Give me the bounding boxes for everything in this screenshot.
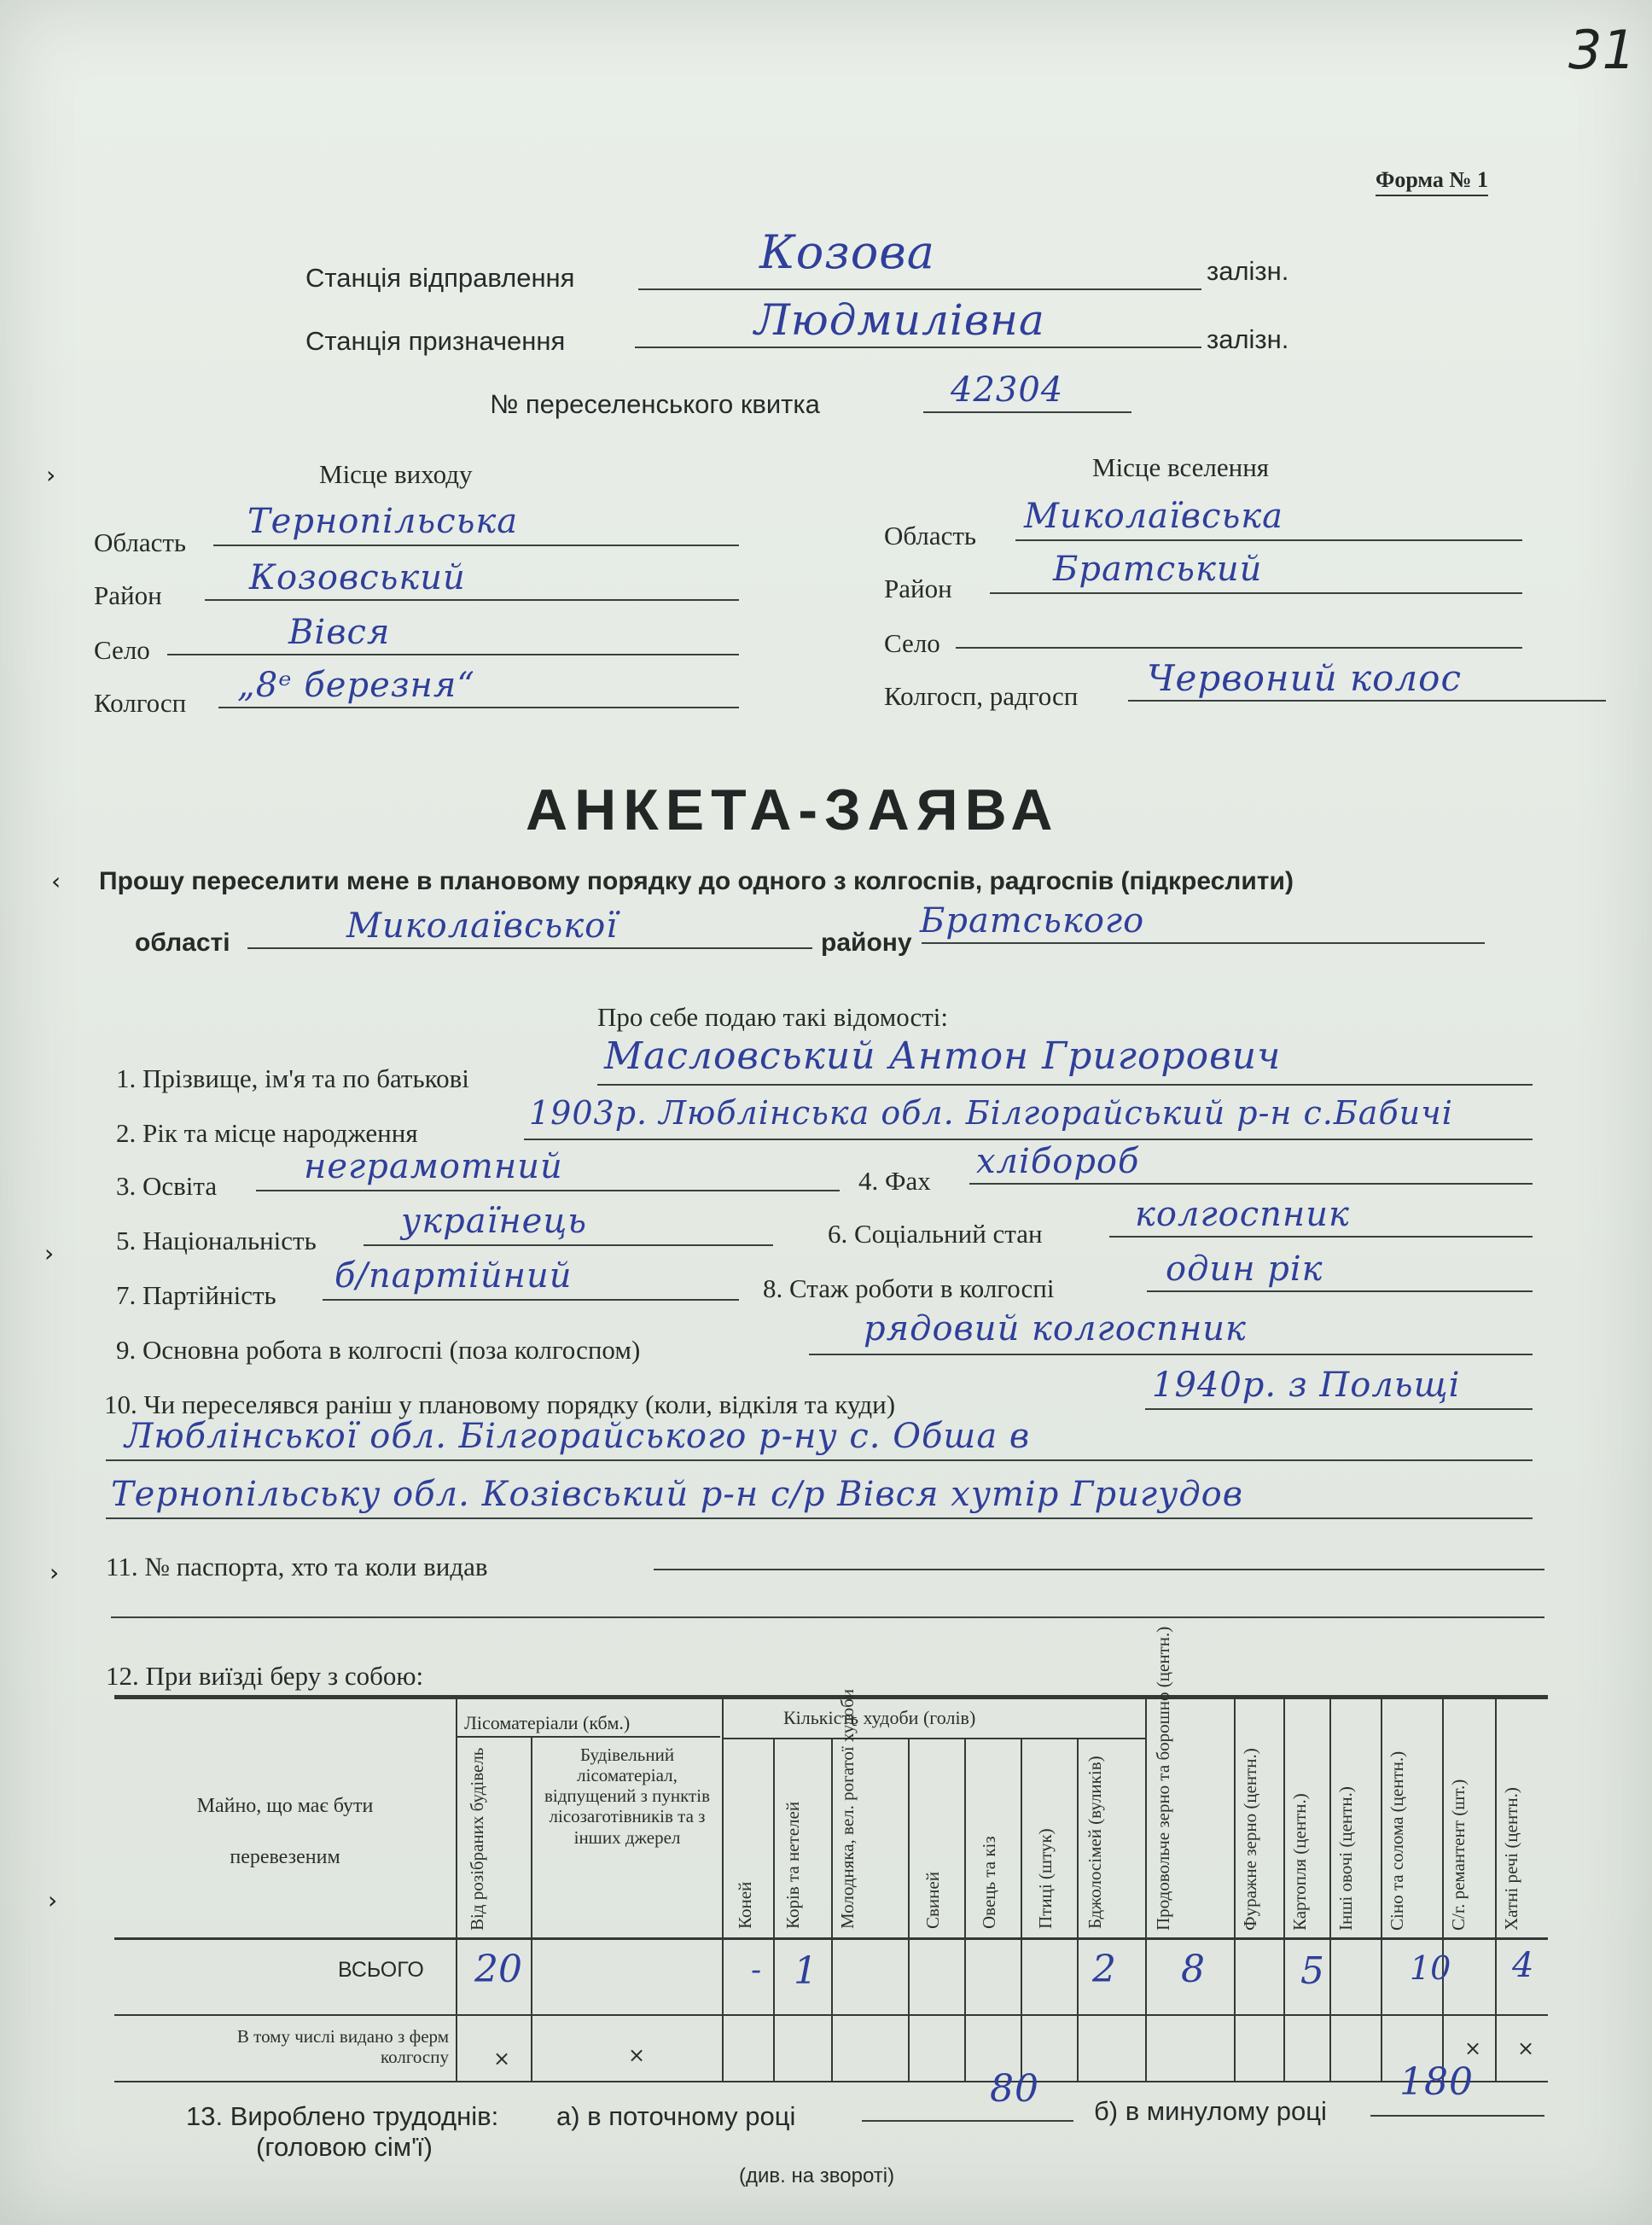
col-food-grain-header: Продовольче зерно та борошно (центн.)	[1153, 1626, 1173, 1931]
dest-kolhosp-value: Червоний колос	[1147, 657, 1462, 699]
field-4-line	[969, 1183, 1533, 1185]
total-dismantled: 20	[474, 1948, 522, 1991]
field-5-label: 5. Національність	[116, 1226, 317, 1255]
col-fodder-grain-header: Фуражне зерно (центн.)	[1240, 1748, 1260, 1931]
dest-oblast-value: Миколаївська	[1024, 497, 1283, 536]
col-young-header: Молодняка, вел. рогатої худоби	[837, 1689, 858, 1929]
origin-kolhosp-value: „8ᵉ березня“	[237, 666, 475, 705]
col-sep-5	[831, 1738, 833, 2081]
binder-mark-2: ‹	[51, 867, 61, 895]
origin-selo-value: Вівся	[288, 613, 391, 652]
x-mark-tools: ×	[1464, 2036, 1482, 2060]
col-vegetables-header: Інші овочі (центн.)	[1335, 1786, 1356, 1931]
field-10-value-3: Тернопільську обл. Козівський р-н с/р Вівся хутір Григудов	[111, 1475, 1244, 1514]
destination-heading: Місце вселення	[1092, 452, 1270, 482]
request-raion-value: Братського	[920, 901, 1145, 941]
col-sep-3	[722, 1698, 724, 2081]
origin-kolhosp-line	[218, 707, 739, 708]
destination-station-label: Станція призначення	[305, 326, 566, 356]
binder-mark-1: ›	[46, 461, 56, 489]
request-raion-label: району	[821, 929, 912, 957]
workdays-current-value: 80	[990, 2067, 1039, 2111]
field-4-label: 4. Фах	[858, 1166, 931, 1196]
origin-oblast-value: Тернопільська	[247, 502, 519, 541]
dest-kolhosp-label: Колгосп, радгосп	[884, 681, 1079, 711]
destination-station-line	[635, 347, 1201, 348]
dest-oblast-line	[1015, 539, 1522, 541]
field-10-line-2	[106, 1459, 1533, 1461]
dest-raion-line	[990, 592, 1522, 594]
field-12-label: 12. При виїзді беру з собою:	[106, 1661, 424, 1691]
dest-oblast-label: Область	[884, 521, 977, 550]
cattle-group-rule	[724, 1738, 1145, 1739]
binder-mark-4: ›	[49, 1558, 60, 1587]
col-sheep-header: Овець та кіз	[979, 1836, 999, 1929]
col-household-header: Хатні речі (центн.)	[1501, 1787, 1521, 1931]
timber-group-rule	[456, 1736, 720, 1738]
workdays-previous-line	[1370, 2115, 1544, 2117]
col-sep-12	[1283, 1698, 1285, 2081]
field-3-label: 3. Освіта	[116, 1171, 218, 1201]
workdays-current-label: а) в поточному році	[556, 2101, 796, 2131]
field-10-line-1	[1145, 1408, 1533, 1410]
col-sep-14	[1381, 1698, 1382, 2081]
field-11-line-2	[111, 1616, 1544, 1618]
col-sep-11	[1234, 1698, 1236, 2081]
col-sep-10	[1145, 1698, 1147, 2081]
binder-mark-5: ›	[48, 1886, 58, 1914]
ticket-line	[923, 411, 1131, 413]
field-9-label: 9. Основна робота в колгоспі (поза колгоспом)	[116, 1335, 641, 1365]
field-3-value: неграмотний	[304, 1147, 563, 1186]
col-sep-9	[1077, 1738, 1079, 2081]
col-sep-1	[456, 1698, 457, 2081]
request-oblast-line	[247, 947, 812, 949]
workdays-label: 13. Вироблено трудоднів:	[186, 2101, 499, 2131]
origin-raion-label: Район	[94, 580, 162, 610]
intro-text: Про себе подаю такі відомості:	[597, 1002, 949, 1032]
col-sep-15	[1442, 1698, 1444, 2081]
field-6-label: 6. Соціальний стан	[828, 1219, 1043, 1249]
rail-suffix-1: залізн.	[1207, 256, 1289, 286]
origin-raion-line	[205, 599, 739, 601]
field-10-value-1: 1940р. з Польщі	[1152, 1366, 1461, 1405]
dest-raion-value: Братський	[1053, 550, 1263, 589]
origin-selo-line	[167, 654, 739, 655]
ticket-value: 42304	[951, 370, 1064, 410]
ticket-label: № переселенського квитка	[490, 389, 820, 419]
form-number: Форма № 1	[1376, 167, 1488, 196]
page-number: 31	[1568, 19, 1636, 81]
field-10-line-3	[106, 1517, 1533, 1519]
origin-raion-value: Козовський	[249, 558, 466, 597]
binder-mark-3: ›	[44, 1239, 55, 1267]
field-11-label: 11. № паспорта, хто та коли видав	[106, 1552, 488, 1581]
field-1-line	[597, 1084, 1533, 1086]
col-dismantled-header: Від розібраних будівель	[467, 1747, 487, 1931]
col-sep-6	[908, 1738, 910, 2081]
request-oblast-value: Миколаївської	[346, 906, 619, 946]
footer-note: (див. на звороті)	[739, 2164, 895, 2187]
field-2-label: 2. Рік та місце народження	[116, 1118, 418, 1148]
total-food-grain: 8	[1181, 1948, 1205, 1991]
field-6-line	[1109, 1236, 1533, 1238]
col-sep-16	[1495, 1698, 1497, 2081]
workdays-label-sub: (головою сім'ї)	[256, 2132, 433, 2162]
total-cows: 1	[794, 1949, 817, 1993]
col-pigs-header: Свиней	[922, 1872, 943, 1929]
col-sep-8	[1021, 1738, 1022, 2081]
col-horses-header: Коней	[735, 1881, 755, 1929]
dest-selo-line	[956, 647, 1522, 649]
row-total-label: ВСЬОГО	[338, 1958, 424, 1982]
field-2-value: 1903р. Люблінська обл. Білгорайський р-н с.Бабичі	[529, 1094, 1453, 1132]
field-7-label: 7. Партійність	[116, 1280, 276, 1310]
cattle-group-header: Кількість худоби (голів)	[783, 1707, 976, 1728]
field-3-line	[256, 1190, 840, 1191]
total-hay: 10	[1410, 1949, 1451, 1987]
field-8-line	[1147, 1290, 1533, 1292]
total-bees: 2	[1092, 1948, 1116, 1991]
dest-selo-label: Село	[884, 628, 940, 658]
field-7-line	[323, 1299, 739, 1301]
departure-station-line	[638, 288, 1201, 290]
field-10-label: 10. Чи переселявся раніш у плановому порядку (коли, відкіля та куди)	[104, 1389, 896, 1419]
field-8-value: один рік	[1166, 1249, 1323, 1289]
origin-oblast-line	[213, 545, 739, 546]
workdays-previous-value: 180	[1399, 2060, 1474, 2104]
field-4-value: хлібороб	[976, 1142, 1140, 1181]
col-sep-4	[773, 1738, 775, 2081]
destination-station-value: Людмилівна	[754, 295, 1045, 345]
departure-station-value: Козова	[759, 225, 935, 279]
field-9-line	[809, 1354, 1533, 1355]
col-bees-header: Бджолосімей (вуликів)	[1085, 1756, 1105, 1929]
dest-kolhosp-line	[1128, 700, 1606, 702]
col-sep-13	[1329, 1698, 1331, 2081]
field-7-value: б/партійний	[334, 1256, 573, 1296]
field-6-value: колгоспник	[1135, 1195, 1350, 1234]
col-sep-2	[531, 1738, 532, 2081]
col-cows-header: Корів та нетелей	[782, 1801, 803, 1929]
rail-suffix-2: залізн.	[1207, 324, 1289, 354]
request-line: Прошу переселити мене в плановому порядку до одного з колгоспів, радгоспів (підкреслити)	[99, 867, 1294, 895]
total-household: 4	[1512, 1946, 1534, 1985]
field-8-label: 8. Стаж роботи в колгоспі	[763, 1273, 1055, 1303]
workdays-current-line	[862, 2120, 1073, 2122]
origin-oblast-label: Область	[94, 527, 187, 557]
x-mark-household: ×	[1517, 2036, 1535, 2060]
origin-kolhosp-label: Колгосп	[94, 688, 187, 718]
field-5-line	[364, 1244, 773, 1246]
x-mark-dismantled: ×	[493, 2047, 511, 2071]
form-title: АНКЕТА-ЗАЯВА	[526, 778, 1060, 842]
total-horses: -	[751, 1953, 762, 1988]
departure-station-label: Станція відправлення	[305, 263, 575, 293]
table-bottom-rule	[114, 2081, 1548, 2082]
x-mark-building-timber: ×	[628, 2043, 646, 2067]
col-building-timber-header: Будівельний лісоматеріал, відпущений з пунктів лісозаготівників та з інших джерел	[544, 1744, 710, 1848]
origin-selo-label: Село	[94, 635, 150, 665]
col-sep-7	[964, 1738, 966, 2081]
field-2-line	[524, 1139, 1533, 1140]
total-potatoes: 5	[1300, 1949, 1324, 1993]
dest-raion-label: Район	[884, 574, 952, 603]
request-raion-line	[922, 942, 1485, 944]
row-from-farms-label: В тому числі видано з ферм колгоспу	[236, 2026, 449, 2068]
table-top-border	[114, 1695, 1548, 1699]
field-1-value: Масловський Антон Григорович	[604, 1034, 1282, 1078]
col-potatoes-header: Картопля (центн.)	[1289, 1793, 1310, 1931]
col-tools-header: С/г. ремантент (шт.)	[1448, 1779, 1469, 1931]
timber-group-header: Лісоматеріали (кбм.)	[464, 1712, 631, 1733]
field-1-label: 1. Прізвище, ім'я та по батькові	[116, 1063, 469, 1093]
col-hay-header: Сіно та солома (центн.)	[1387, 1750, 1407, 1931]
field-5-value: українець	[401, 1202, 588, 1241]
workdays-previous-label: б) в минулому році	[1094, 2096, 1327, 2126]
col-property-header: Майно, що має бути перевезеним	[196, 1795, 374, 1868]
col-poultry-header: Птиці (штук)	[1035, 1828, 1056, 1929]
field-9-value: рядовий колгоспник	[864, 1309, 1247, 1348]
origin-heading: Місце виходу	[319, 459, 473, 489]
field-10-value-2: Люблінської обл. Білгорайського р-ну с. Обша в	[125, 1417, 1031, 1456]
request-oblast-label: області	[135, 929, 230, 957]
field-11-line-1	[654, 1569, 1544, 1570]
